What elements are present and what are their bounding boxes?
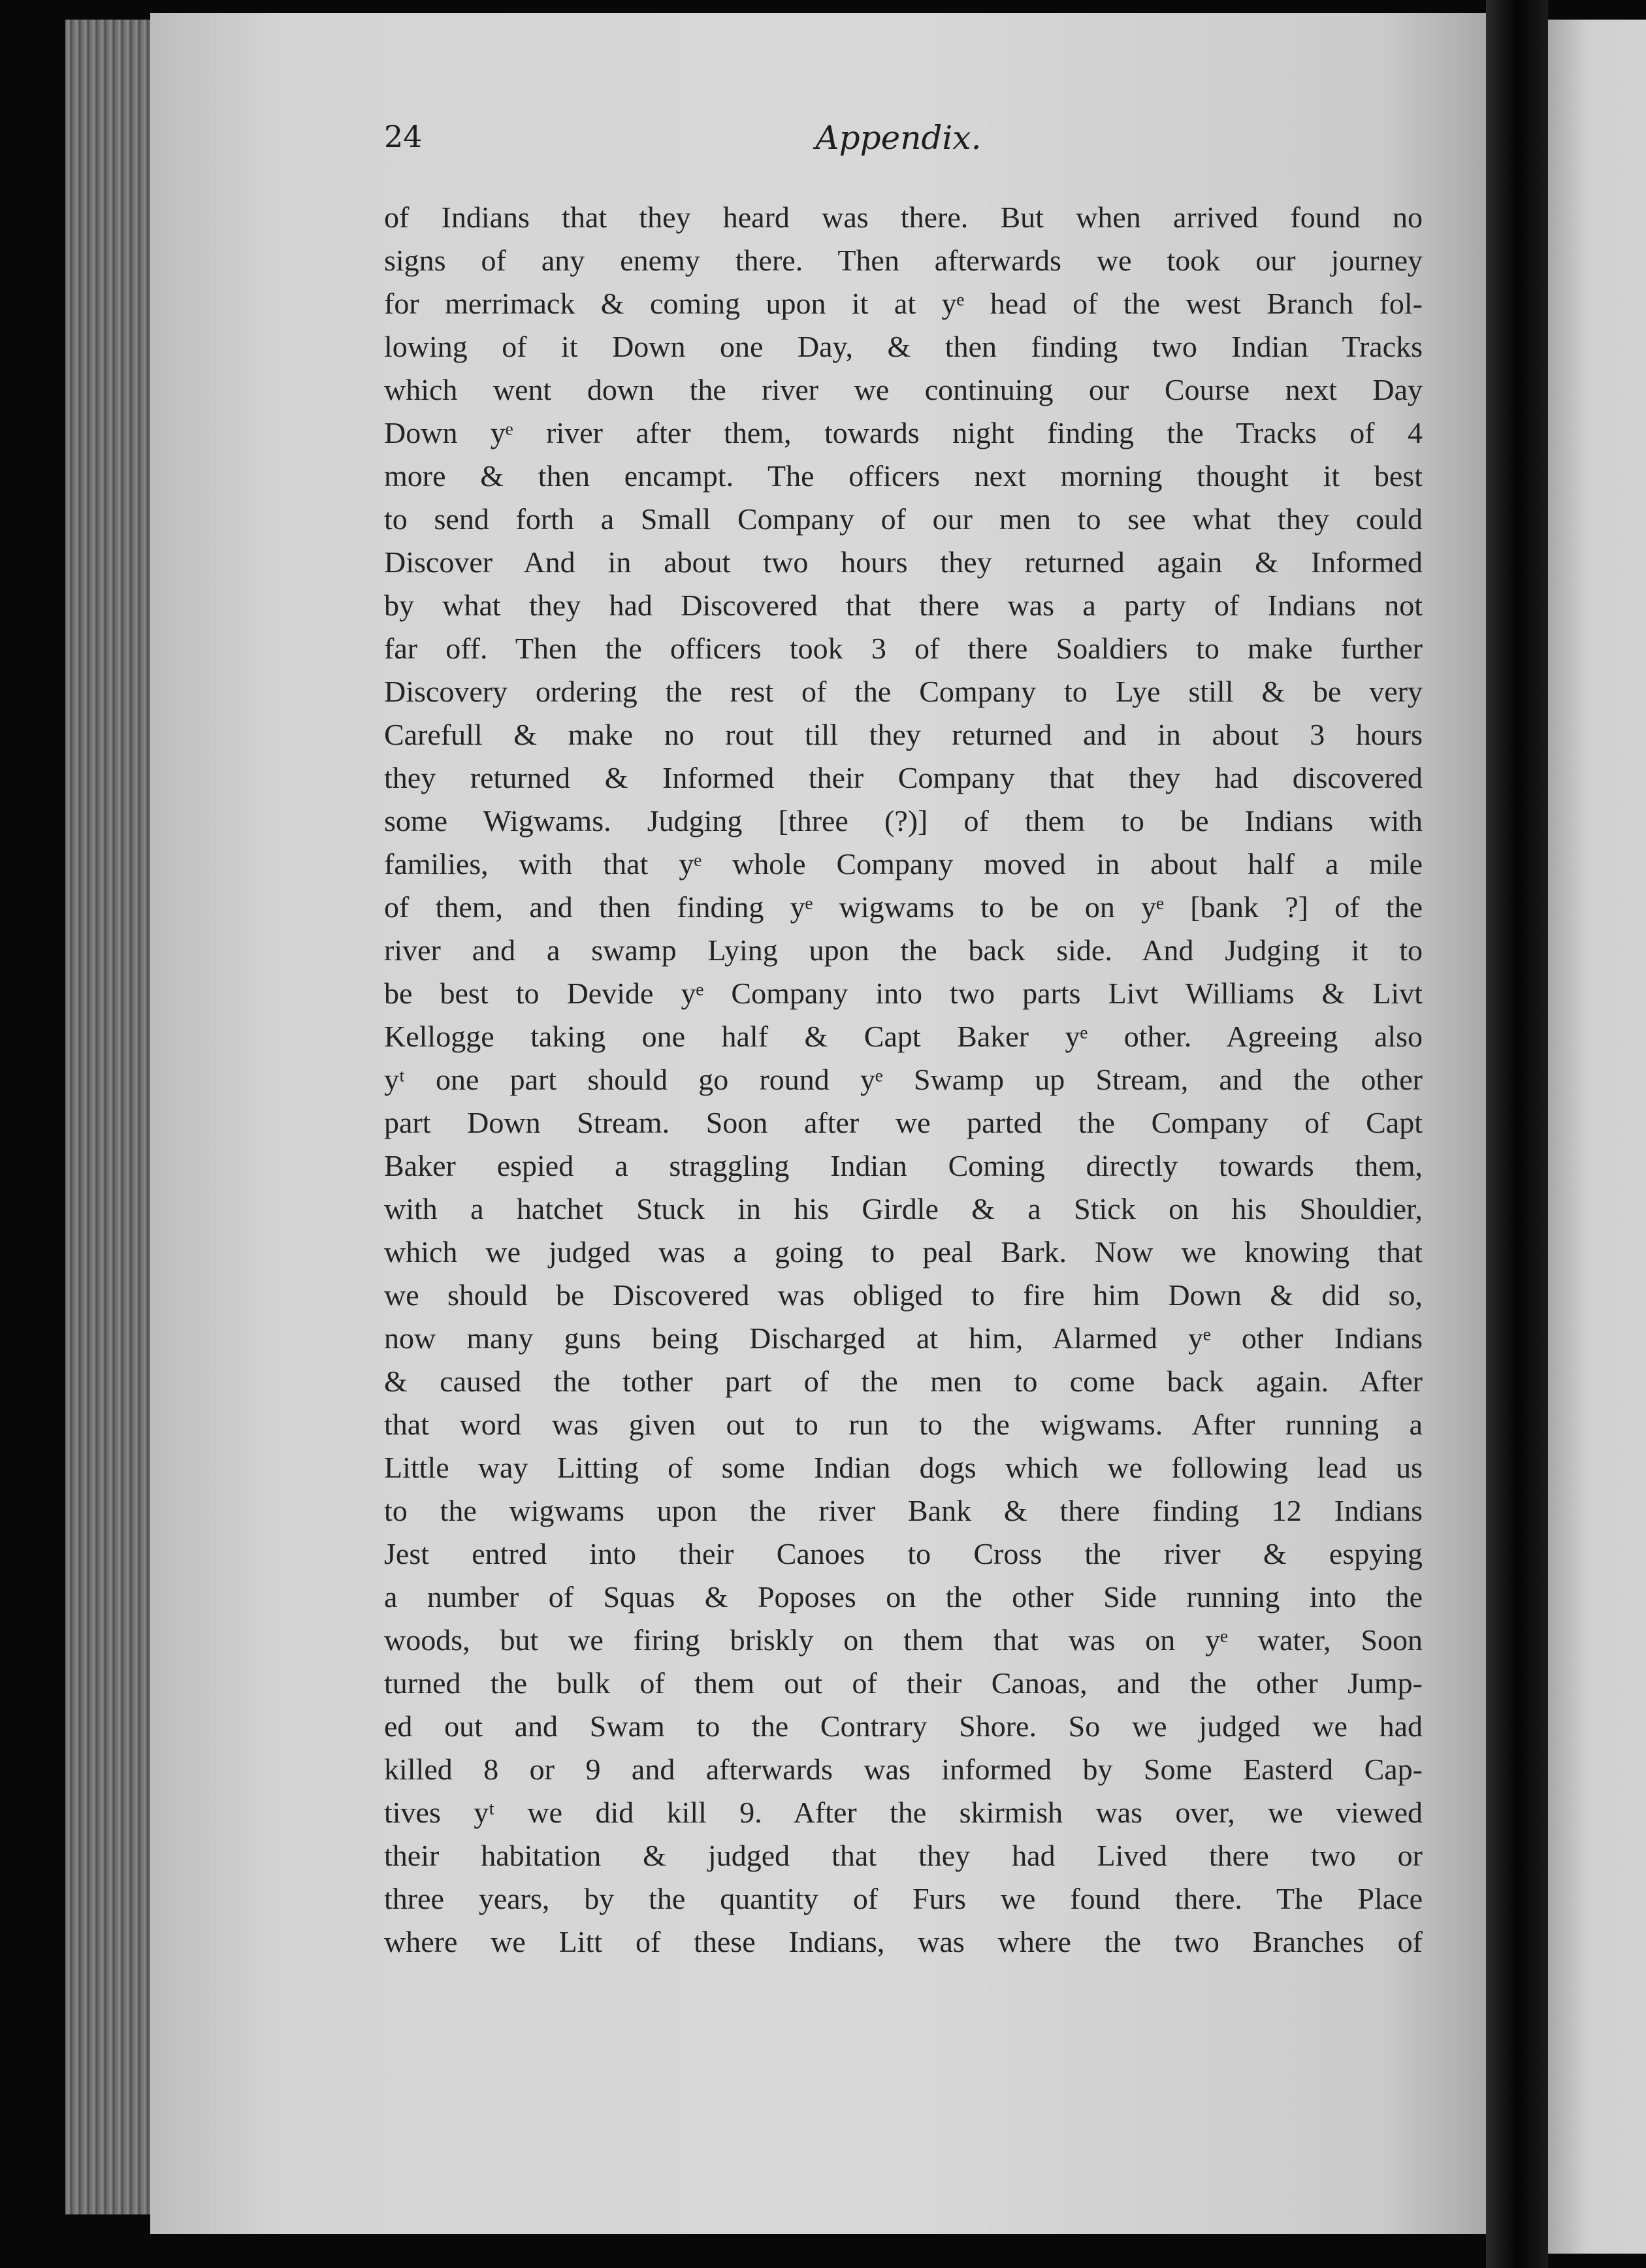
text-line: to the wigwams upon the river Bank & there finding 12 Indians <box>384 1494 1423 1527</box>
text-line: far off. Then the officers took 3 of there Soaldiers to make further <box>384 632 1423 665</box>
page-number: 24 <box>384 119 423 154</box>
text-line: families, with that yᵉ whole Company moved in about half a mile <box>384 847 1423 881</box>
book-gutter <box>1486 0 1548 2268</box>
running-head <box>384 119 1413 165</box>
text-line: now many guns being Discharged at him, Alarmed yᵉ other Indians <box>384 1321 1423 1355</box>
text-line: lowing of it Down one Day, & then finding two Indian Tracks <box>384 330 1423 363</box>
text-line: we should be Discovered was obliged to fire him Down & did so, <box>384 1278 1423 1312</box>
text-line: yᵗ one part should go round yᵉ Swamp up Stream, and the other <box>384 1063 1423 1096</box>
text-line: which went down the river we continuing our Course next Day <box>384 373 1423 406</box>
body-text <box>384 196 1423 1964</box>
text-line: Little way Litting of some Indian dogs which we following lead us <box>384 1451 1423 1484</box>
text-line: to send forth a Small Company of our men to see what they could <box>384 502 1423 536</box>
text-line: a number of Squas & Poposes on the other Side running into the <box>384 1580 1423 1613</box>
text-line: tives yᵗ we did kill 9. After the skirmish was over, we viewed <box>384 1796 1423 1829</box>
text-line: where we Litt of these Indians, was where the two Branches of <box>384 1925 1423 1958</box>
text-line: Down yᵉ river after them, towards night finding the Tracks of 4 <box>384 416 1423 449</box>
text-line: that word was given out to run to the wigwams. After running a <box>384 1408 1423 1441</box>
text-line: river and a swamp Lying upon the back side. And Judging it to <box>384 933 1423 967</box>
text-line: Carefull & make no rout till they returned and in about 3 hours <box>384 718 1423 751</box>
text-line: with a hatchet Stuck in his Girdle & a Stick on his Shouldier, <box>384 1192 1423 1225</box>
text-line: three years, by the quantity of Furs we found there. The Place <box>384 1882 1423 1915</box>
right-page-edge <box>1548 20 1646 2254</box>
page-edges <box>65 20 163 2214</box>
text-line: some Wigwams. Judging [three (?)] of them to be Indians with <box>384 804 1423 837</box>
text-line: by what they had Discovered that there was a party of Indians not <box>384 589 1423 622</box>
text-line: Kellogge taking one half & Capt Baker yᵉ other. Agreeing also <box>384 1020 1423 1053</box>
text-line: they returned & Informed their Company that they had discovered <box>384 761 1423 794</box>
text-line: killed 8 or 9 and afterwards was informed by Some Easterd Cap- <box>384 1753 1423 1786</box>
text-line: Discovery ordering the rest of the Company to Lye still & be very <box>384 675 1423 708</box>
text-line: & caused the tother part of the men to come back again. After <box>384 1365 1423 1398</box>
text-line: Discover And in about two hours they returned again & Informed <box>384 545 1423 579</box>
text-line: be best to Devide yᵉ Company into two parts Livt Williams & Livt <box>384 977 1423 1010</box>
text-line: more & then encampt. The officers next morning thought it best <box>384 459 1423 493</box>
text-line: part Down Stream. Soon after we parted the Company of Capt <box>384 1106 1423 1139</box>
text-line: Baker espied a straggling Indian Coming directly towards them, <box>384 1149 1423 1182</box>
text-line: of Indians that they heard was there. But when arrived found no <box>384 201 1423 234</box>
text-line: ed out and Swam to the Contrary Shore. So we judged we had <box>384 1709 1423 1743</box>
text-line: signs of any enemy there. Then afterwards we took our journey <box>384 244 1423 277</box>
text-line: their habitation & judged that they had Lived there two or <box>384 1839 1423 1872</box>
text-line: woods, but we firing briskly on them that was on yᵉ water, Soon <box>384 1623 1423 1657</box>
text-line: Jest entred into their Canoes to Cross the river & espying <box>384 1537 1423 1570</box>
text-line: turned the bulk of them out of their Canoas, and the other Jump- <box>384 1666 1423 1700</box>
text-line: which we judged was a going to peal Bark. Now we knowing that <box>384 1235 1423 1269</box>
text-line: of them, and then finding yᵉ wigwams to be on yᵉ [bank ?] of the <box>384 890 1423 924</box>
running-title: Appendix. <box>815 119 982 157</box>
text-line: for merrimack & coming upon it at yᵉ head of the west Branch fol- <box>384 287 1423 320</box>
